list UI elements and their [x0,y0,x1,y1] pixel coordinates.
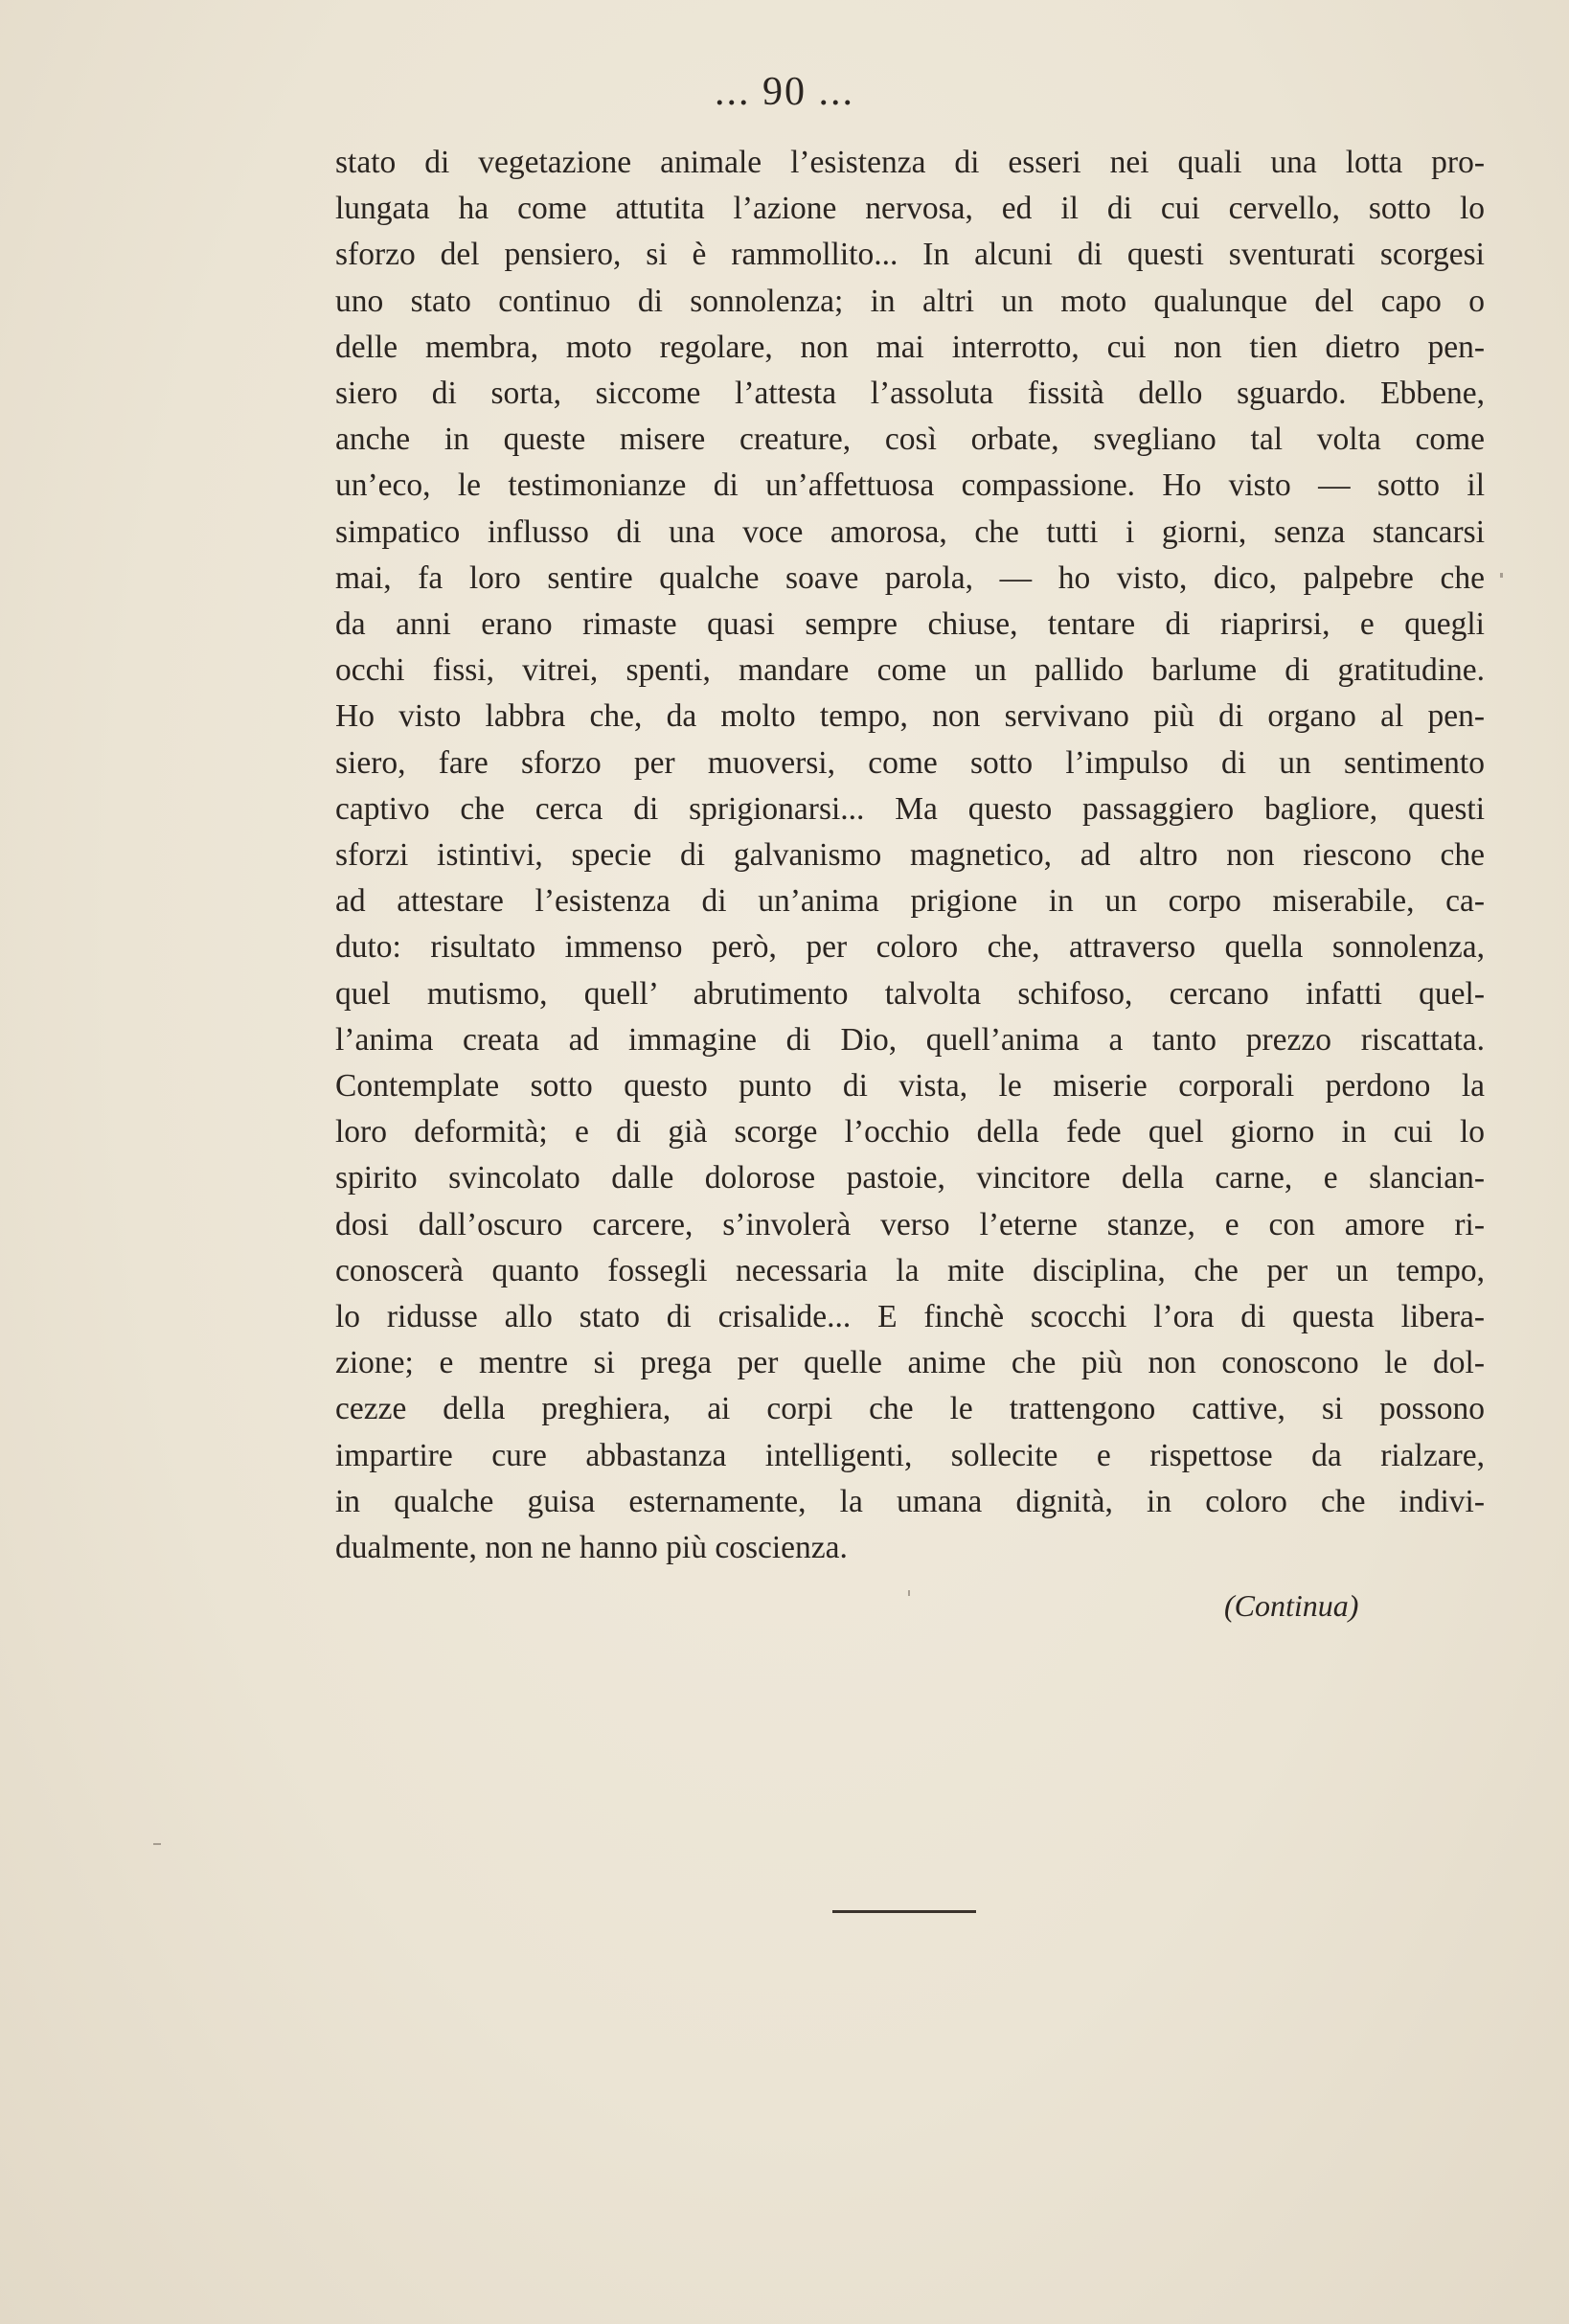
text-line: mai, fa loro sentire qualche soave parola, — ho visto, dico, palpebre che [335,559,1485,596]
text-line: captivo che cerca di sprigionarsi... Ma questo passaggiero bagliore, questi [335,790,1485,827]
end-rule [832,1910,976,1913]
text-line: spirito svincolato dalle dolorose pastoie, vincitore della carne, e slancian- [335,1160,1485,1196]
text-line: ad attestare l’esistenza di un’anima prigione in un corpo miserabile, ca- [335,883,1485,920]
text-line: l’anima creata ad immagine di Dio, quell’anima a tanto prezzo riscattata. [335,1021,1485,1058]
text-line: in qualche guisa esternamente, la umana dignità, in coloro che indivi- [335,1483,1485,1519]
text-line: sforzi istintivi, specie di galvanismo magnetico, ad altro non riescono che [335,837,1485,874]
text-line: un’eco, le testimonianze di un’affettuosa compassione. Ho visto — sotto il [335,467,1485,504]
text-line: uno stato continuo di sonnolenza; in altri un moto qualunque del capo o [335,283,1485,319]
body-text [335,140,1485,1571]
text-line: occhi fissi, vitrei, spenti, mandare come un pallido barlume di gratitudine. [335,652,1485,689]
page-number: ... 90 ... [715,70,854,114]
paper-speck [908,1590,910,1596]
text-line: Ho visto labbra che, da molto tempo, non servivano più di organo al pen- [335,698,1485,735]
text-line: loro deformità; e di già scorge l’occhio della fede quel giorno in cui lo [335,1114,1485,1151]
continuation-note: (Continua) [1224,1588,1359,1623]
text-line: simpatico influsso di una voce amorosa, che tutti i giorni, senza stancarsi [335,513,1485,550]
text-line: delle membra, moto regolare, non mai interrotto, cui non tien dietro pen- [335,329,1485,365]
text-line: siero, fare sforzo per muoversi, come sotto l’impulso di un sentimento [335,744,1485,781]
text-line: zione; e mentre si prega per quelle anime che più non conoscono le dol- [335,1345,1485,1381]
text-line: dosi dall’oscuro carcere, s’involerà verso l’eterne stanze, e con amore ri- [335,1206,1485,1242]
text-line: lo ridusse allo stato di crisalide... E finchè scocchi l’ora di questa libera- [335,1299,1485,1335]
text-line: siero di sorta, siccome l’attesta l’assoluta fissità dello sguardo. Ebbene, [335,376,1485,412]
text-line: Contemplate sotto questo punto di vista, le miserie corporali perdono la [335,1068,1485,1105]
paper-speck [1500,573,1503,578]
text-line: duto: risultato immenso però, per coloro che, attraverso quella sonnolenza, [335,929,1485,966]
text-line: dualmente, non ne hanno più coscienza. [335,1530,848,1566]
text-line: impartire cure abbastanza intelligenti, sollecite e rispettose da rialzare, [335,1437,1485,1473]
text-line: sforzo del pensiero, si è rammollito... In alcuni di questi sventurati scorgesi [335,237,1485,273]
paper-speck [153,1843,161,1845]
text-line: conoscerà quanto fossegli necessaria la mite disciplina, che per un tempo, [335,1252,1485,1288]
text-line: lungata ha come attutita l’azione nervosa, ed il di cui cervello, sotto lo [335,191,1485,227]
text-line: cezze della preghiera, ai corpi che le trattengono cattive, si possono [335,1391,1485,1427]
text-line: stato di vegetazione animale l’esistenza di esseri nei quali una lotta pro- [335,145,1485,180]
text-line: quel mutismo, quell’ abrutimento talvolta schifoso, cercano infatti quel- [335,975,1485,1012]
text-line: anche in queste misere creature, così orbate, svegliano tal volta come [335,422,1485,458]
text-line: da anni erano rimaste quasi sempre chiuse, tentare di riaprirsi, e quegli [335,606,1485,643]
